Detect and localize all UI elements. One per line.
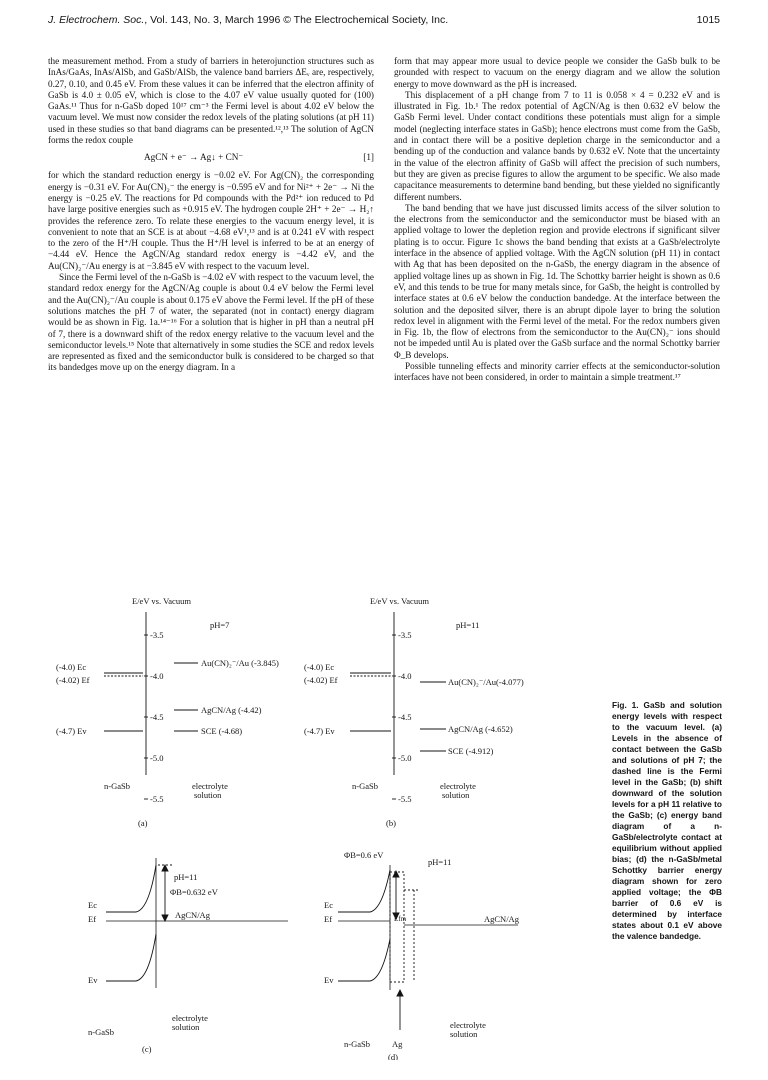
axis-title: E/eV vs. Vacuum xyxy=(370,596,429,606)
journal-name: J. Electrochem. Soc. xyxy=(48,14,145,26)
solution-label: solution xyxy=(172,1022,200,1032)
electrolyte-label: electrolyte xyxy=(192,781,228,791)
semiconductor-label: n-GaSb xyxy=(88,1027,114,1037)
panel-b xyxy=(304,596,524,828)
tick-label: -4.5 xyxy=(150,712,164,722)
paragraph: the measurement method. From a study of barriers in heterojunction structures such as InAs/GaAs, InAs/AlSb, and GaSb/AlSb, the valence band barriers ΔEᵥ are, respectively, 0.27, 0.10, and 0.45 eV. From these values it can be inferred that the electron affinity of GaSb is 4.0 ± 0.05 eV, which is close to the 4.07 eV value usually quoted for (100) GaAs.¹¹ Thus for n-GaSb doped 10¹⁷ cm⁻³ the Fermi level is about 4.02 eV below the vacuum level. We must now consider the redox levels of the plating solutions (at pH 11) used in these studies so that band diagrams can be presented.¹²,¹³ The solution of AgCN forms the redox couple xyxy=(48,56,374,146)
ph-label: pH=11 xyxy=(174,872,198,882)
panel-label: (d) xyxy=(388,1052,398,1060)
paragraph: for which the standard reduction energy is −0.02 eV. For Ag(CN)₂ the corresponding energy is −0.31 eV. For Au(CN)₂⁻ the energy is −0.595 eV and for Ni²⁺ + 2e⁻ → Ni the energy is −0.25 eV. The reactions for Pd compounds with the Pd²⁺ ion reduced to Pd have large positive energies such as +0.915 eV. The hydrogen couple 2H⁺ + 2e⁻ → H₂↑ provides the reference zero. To relate these energies to the vacuum energy level, it is convenient to note that an SCE is at about −4.68 eV¹,¹³ and is at 0.241 eV with respect to the zero of the H⁺/H couple. Thus the H⁺/H level is inferred to be at an energy of −4.44 eV. Hence the AgCN/Ag standard redox energy is −4.42 eV, and the Au(CN)₂⁻/Au energy is at −3.845 eV with respect to the vacuum level. xyxy=(48,170,374,271)
paragraph: This displacement of a pH change from 7 to 11 is 0.058 × 4 = 0.232 eV and is illustrated in Fig. 1b.¹ The redox potential of AgCN/Ag is then 0.632 eV below the GaSb Fermi level. Under contact conditions these potentials must align for a simple model (neglecting interface states in GaSb); hence electrons must come from the GaSb, and in contact there will be a positive depletion charge in the semiconductor and a bending up of the conduction and valance bands by 0.632 eV. Note that the uncertainty in the value of the electron affinity of GaSb will affect the precision of such numbers, but they are given as precise figures to allow the argument to be specific. We also made capacitance measurements to determine band bending, but these yielded no significantly different numbers. xyxy=(394,89,720,202)
arrow-head-up xyxy=(397,990,403,996)
efm-label: Efm xyxy=(394,915,407,923)
panel-a xyxy=(56,596,279,828)
agcn-label: AgCN/Ag xyxy=(175,910,210,920)
ev-label: (-4.7) Ev xyxy=(56,726,87,736)
tick-label: -3.5 xyxy=(150,630,164,640)
agcn-label: AgCN/Ag xyxy=(484,914,519,924)
electrolyte-label: electrolyte xyxy=(450,1020,486,1030)
au-label: Au(CN)₂⁻/Au(-4.077) xyxy=(448,677,524,687)
solution-label: solution xyxy=(194,790,222,800)
panel-label: (b) xyxy=(386,818,396,828)
semiconductor-label: n-GaSb xyxy=(104,781,130,791)
tick-label: -5.5 xyxy=(398,794,412,804)
valence-band-curve xyxy=(338,939,390,981)
equation-1 xyxy=(48,152,374,164)
panel-label: (c) xyxy=(142,1044,152,1054)
solution-label: solution xyxy=(442,790,470,800)
paragraph: form that may appear more usual to device people we consider the GaSb bulk to be grounded with respect to vacuum on the energy diagram and we allow the solution energy to move downward as the pH is increased. xyxy=(394,56,720,89)
axis-title: E/eV vs. Vacuum xyxy=(132,596,191,606)
ag-label: AgCN/Ag (-4.652) xyxy=(448,724,513,734)
paragraph: Since the Fermi level of the n-GaSb is −4.02 eV with respect to the vacuum level, the standard redox energy for the AgCN/Ag couple is about 0.4 eV below the Fermi level and the Au(CN)₂⁻/Au couple is about 0.175 eV above the Fermi level. If the pH of these solutions matches the pH 7 of water, the separated (not in contact) energy diagram would be as shown in Fig. 1a.¹⁴⁻¹⁶ For a solution that is higher in pH than a neutral pH of 7, there is a downward shift of the redox energy relative to the vacuum level and the semiconductor levels.¹⁵ Note that alternatively in some studies the SCE and redox levels are represented as fixed and the semiconductor bulk is considered to be charged so that its bandedges move up on the energy diagram. In a xyxy=(48,272,374,373)
semiconductor-label: n-GaSb xyxy=(344,1039,370,1049)
ec-label: Ec xyxy=(324,900,333,910)
conduction-band-curve xyxy=(106,865,156,912)
ev-label: Ev xyxy=(88,975,98,985)
figure-1-diagram xyxy=(48,590,612,1060)
right-column xyxy=(394,56,720,384)
ag-label: AgCN/Ag (-4.42) xyxy=(201,705,262,715)
ph-label: pH=11 xyxy=(456,620,480,630)
arrow-head-down xyxy=(162,915,168,921)
barrier-label: ΦB=0.6 eV xyxy=(344,850,384,860)
ef-label: (-4.02) Ef xyxy=(56,675,90,685)
tick-label: -4.5 xyxy=(398,712,412,722)
ec-label: Ec xyxy=(88,900,97,910)
panel-d xyxy=(324,850,520,1060)
tick-label: -5.0 xyxy=(398,753,412,763)
ef-label: (-4.02) Ef xyxy=(304,675,338,685)
valence-band-curve xyxy=(106,934,156,981)
conduction-band-curve xyxy=(338,870,390,912)
ev-label: (-4.7) Ev xyxy=(304,726,335,736)
au-label: Au(CN)₂⁻/Au (-3.845) xyxy=(201,658,279,668)
panel-c xyxy=(88,858,288,1054)
ph-label: pH=7 xyxy=(210,620,230,630)
arrow-head-up xyxy=(162,865,168,871)
metal-layer xyxy=(390,872,404,982)
semiconductor-label: n-GaSb xyxy=(352,781,378,791)
left-column xyxy=(48,56,374,374)
page-header xyxy=(48,14,720,30)
tick-label: -5.5 xyxy=(150,794,164,804)
ev-label: Ev xyxy=(324,975,334,985)
ec-label: (-4.0) Ec xyxy=(304,662,335,672)
metal-label: Ag xyxy=(392,1039,403,1049)
tick-label: -4.0 xyxy=(398,671,412,681)
figure-1 xyxy=(48,590,612,1060)
tick-label: -4.0 xyxy=(150,671,164,681)
ef-label: Ef xyxy=(88,914,97,924)
barrier-label: ΦB=0.632 eV xyxy=(170,887,218,897)
paragraph: The band bending that we have just discussed limits access of the silver solution to the electrons from the semiconductor and the semiconductor must be biased with an applied voltage to lower the depletion region and provide electrons if significant silver plating is to occur. Figure 1c shows the band bending that exists at a GaSb/electrolyte interface in the absence of applied voltage. With the AgCN solution (pH 11) in contact with Ag that has been deposited on the n-GaSb, the energy diagram in the absence of applied voltage lines up as shown in Fig. 1d. The Schottky barrier height is shown as 0.6 eV, and this tends to be true for many metals since, for GaSb, the height is controlled by interface states at 0.6 eV below the conduction bandedge. At the interface between the solution and the deposited silver, there is an abrupt dipole layer to bring the solution redox level in alignment with the Fermi level of the metal. For the redox numbers given in Fig. 1b, the flow of electrons from the semiconductor to the Au(CN)₂⁻ ions should not be impeded until Au is plated over the GaSb surface and the normal Schottky barrier Φ_B develops. xyxy=(394,202,720,360)
equation-number: [1] xyxy=(363,152,374,163)
sce-label: SCE (-4.912) xyxy=(448,746,494,756)
page-number: 1015 xyxy=(696,14,720,26)
equation-expression: AgCN + e⁻ → Ag↓ + CN⁻ xyxy=(144,152,244,163)
ph-label: pH=11 xyxy=(428,857,452,867)
electrolyte-label: electrolyte xyxy=(440,781,476,791)
ef-label: Ef xyxy=(324,914,333,924)
figure-caption: Fig. 1. GaSb and solution energy levels with respect to the vacuum level. (a) Levels in the absence of contact between the GaSb and solutions of pH 7; the dashed line is the Fermi level in the GaSb; (b) shift downward of the solution levels for a pH 11 relative to the GaSb; (c) energy band diagram of a n-GaSb/electrolyte contact at equilibrium without applied bias; (d) the n-GaSb/metal Schottky barrier energy diagram shown for zero applied voltage; the ΦB barrier of 0.6 eV is determined by interface states about 0.1 eV above the valence bandedge. xyxy=(612,700,722,941)
journal-citation: , Vol. 143, No. 3, March 1996 © The Electrochemical Society, Inc. xyxy=(144,14,449,26)
solution-label: solution xyxy=(450,1029,478,1039)
ec-label: (-4.0) Ec xyxy=(56,662,87,672)
tick-label: -3.5 xyxy=(398,630,412,640)
sce-label: SCE (-4.68) xyxy=(201,726,243,736)
paragraph: Possible tunneling effects and minority carrier effects at the semiconductor-solution interfaces have not been considered, in order to maintain a simple treatment.¹⁷ xyxy=(394,361,720,383)
tick-label: -5.0 xyxy=(150,753,164,763)
panel-label: (a) xyxy=(138,818,148,828)
electrolyte-label: electrolyte xyxy=(172,1013,208,1023)
